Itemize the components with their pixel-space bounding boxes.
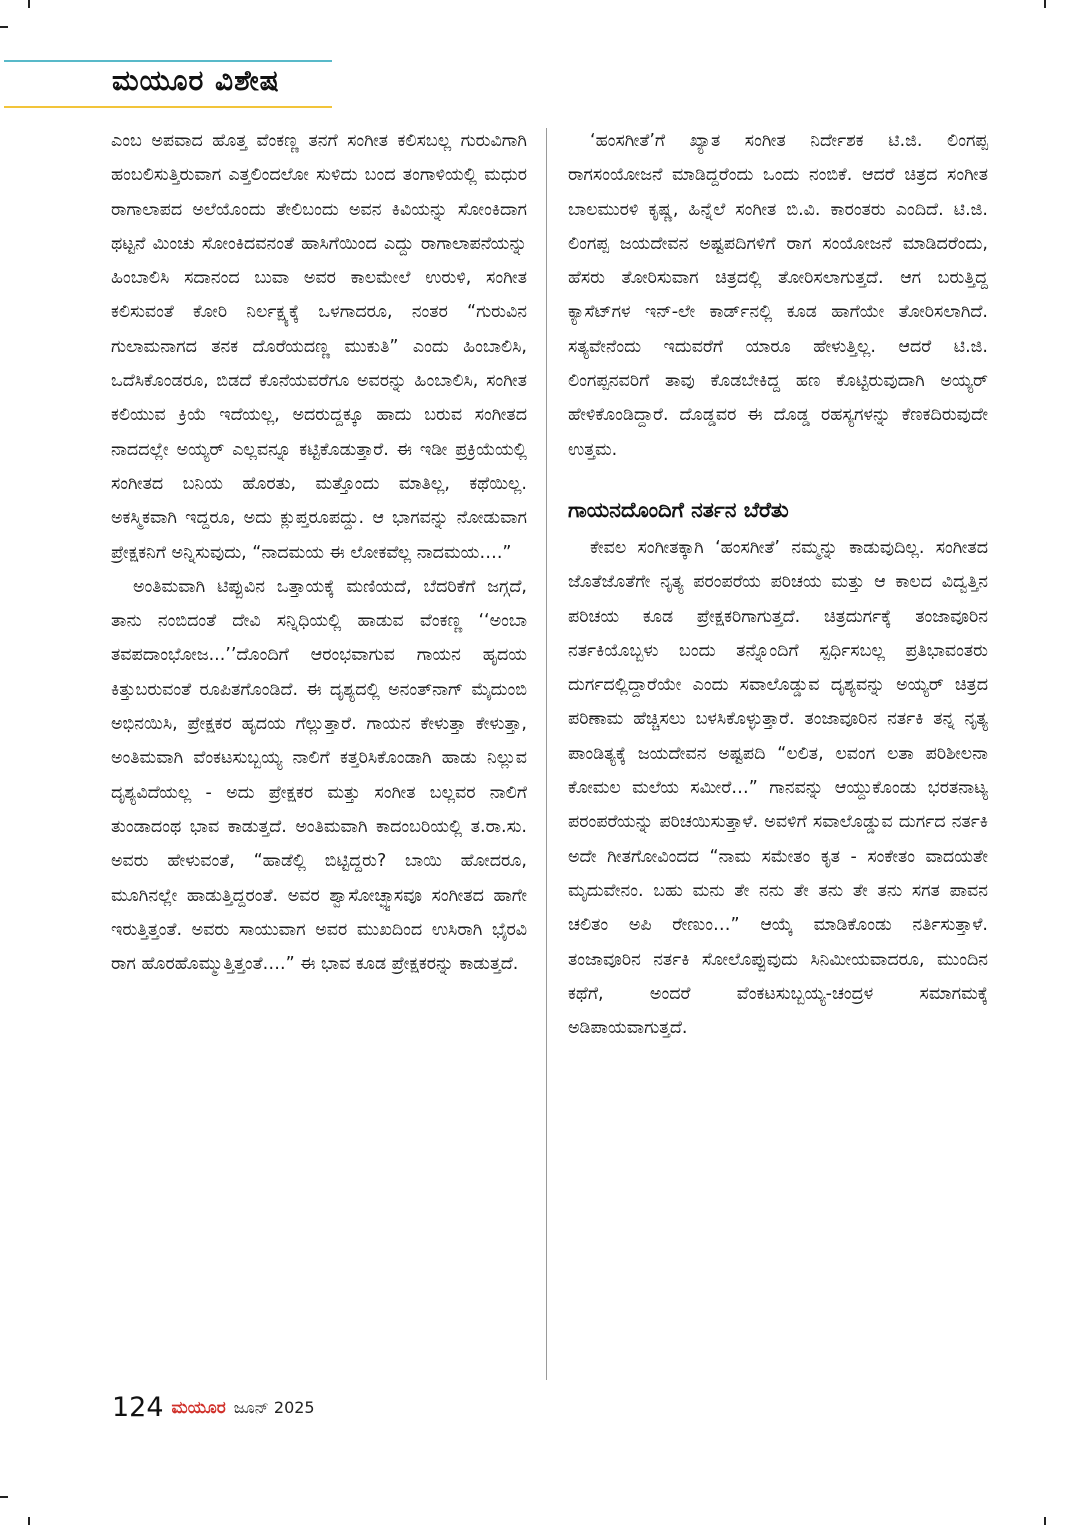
crop-mark	[28, 1517, 30, 1525]
paragraph: ‘ಹಂಸಗೀತೆ’ಗೆ ಖ್ಯಾತ ಸಂಗೀತ ನಿರ್ದೇಶಕ ಟಿ.ಜಿ. ಲಿಂಗಪ್ಪ ರಾಗಸಂಯೋಜನೆ ಮಾಡಿದ್ದರೆಂದು ಒಂದು ನಂಬಿಕೆ. ಆದರೆ ಚಿತ್ರದ ಸಂಗೀತ ಬಾಲಮುರಳಿ ಕೃಷ್ಣ, ಹಿನ್ನೆಲೆ ಸಂಗೀತ ಬಿ.ವಿ. ಕಾರಂತರು ಎಂದಿದೆ. ಟಿ.ಜಿ. ಲಿಂಗಪ್ಪ ಜಯದೇವನ ಅಷ್ಟಪದಿಗಳಿಗೆ ರಾಗ ಸಂಯೋಜನೆ ಮಾಡಿದರೆಂದು, ಹೆಸರು ತೋರಿಸುವಾಗ ಚಿತ್ರದಲ್ಲಿ ತೋರಿಸಲಾಗುತ್ತದೆ. ಆಗ ಬರುತ್ತಿದ್ದ ಕ್ಯಾಸೆಟ್‌ಗಳ ಇನ್-ಲೇ ಕಾರ್ಡ್‌ನಲ್ಲಿ ಕೂಡ ಹಾಗೆಯೇ ತೋರಿಸಲಾಗಿದೆ. ಸತ್ಯವೇನೆಂದು ಇದುವರೆಗೆ ಯಾರೂ ಹೇಳುತ್ತಿಲ್ಲ. ಆದರೆ ಟಿ.ಜಿ. ಲಿಂಗಪ್ಪನವರಿಗೆ ತಾವು ಕೊಡಬೇಕಿದ್ದ ಹಣ ಕೊಟ್ಟಿರುವುದಾಗಿ ಅಯ್ಯರ್ ಹೇಳಿಕೊಂಡಿದ್ದಾರೆ. ದೊಡ್ಡವರ ಈ ದೊಡ್ಡ ರಹಸ್ಯಗಳನ್ನು ಕೆಣಕದಿರುವುದೇ ಉತ್ತಮ.	[568, 131, 988, 460]
paragraph: ಎಂಬ ಅಪವಾದ ಹೊತ್ತ ವೆಂಕಣ್ಣ ತನಗೆ ಸಂಗೀತ ಕಲಿಸಬಲ್ಲ ಗುರುವಿಗಾಗಿ ಹಂಬಲಿಸುತ್ತಿರುವಾಗ ಎತ್ತಲಿಂದಲೋ ಸುಳಿದು ಬಂದ ತಂಗಾಳಿಯಲ್ಲಿ ಮಧುರ ರಾಗಾಲಾಪದ ಅಲೆಯೊಂದು ತೇಲಿಬಂದು ಅವನ ಕಿವಿಯನ್ನು ಸೋಂಕಿದಾಗ ಥಟ್ಟನೆ ಮಿಂಚು ಸೋಂಕಿದವನಂತೆ ಹಾಸಿಗೆಯಿಂದ ಎದ್ದು ರಾಗಾಲಾಪನೆಯನ್ನು ಹಿಂಬಾಲಿಸಿ ಸದಾನಂದ ಬುವಾ ಅವರ ಕಾಲಮೇಲೆ ಉರುಳಿ, ಸಂಗೀತ ಕಲಿಸುವಂತೆ ಕೋರಿ ನಿರ್ಲಕ್ಷ್ಯಕ್ಕೆ ಒಳಗಾದರೂ, ನಂತರ “ಗುರುವಿನ ಗುಲಾಮನಾಗದ ತನಕ ದೊರೆಯದಣ್ಣ ಮುಕುತಿ” ಎಂದು ಹಿಂಬಾಲಿಸಿ, ಒದೆಸಿಕೊಂಡರೂ, ಬಿಡದೆ ಕೊನೆಯವರೆಗೂ ಅವರನ್ನು ಹಿಂಬಾಲಿಸಿ, ಸಂಗೀತ ಕಲಿಯುವ ಕ್ರಿಯೆ ಇದೆಯಲ್ಲ, ಅದರುದ್ದಕ್ಕೂ ಹಾದು ಬರುವ ಸಂಗೀತದ ನಾದದಲ್ಲೇ ಅಯ್ಯರ್ ಎಲ್ಲವನ್ನೂ ಕಟ್ಟಿಕೊಡುತ್ತಾರೆ. ಈ ಇಡೀ ಪ್ರಕ್ರಿಯೆಯಲ್ಲಿ ಸಂಗೀತದ ಬನಿಯ ಹೊರತು, ಮತ್ತೊಂದು ಮಾತಿಲ್ಲ, ಕಥೆಯಿಲ್ಲ. ಅಕಸ್ಮಿಕವಾಗಿ ಇದ್ದರೂ, ಅದು ಕ್ಲುಪ್ತರೂಪದ್ದು. ಆ ಭಾಗವನ್ನು ನೋಡುವಾಗ ಪ್ರೇಕ್ಷಕನಿಗೆ ಅನ್ನಿಸುವುದು, “ನಾದಮಯ ಈ ಲೋಕವೆಲ್ಲ ನಾದಮಯ….”	[111, 131, 527, 563]
header-top-rule	[4, 60, 332, 62]
header-bottom-rule	[4, 106, 332, 108]
crop-mark	[28, 0, 30, 8]
page-number: 124	[112, 1392, 164, 1423]
crop-mark	[0, 26, 8, 28]
magazine-logo: ಮಯೂರ	[171, 1397, 226, 1418]
crop-mark	[1044, 1517, 1046, 1525]
page-footer	[112, 1392, 315, 1423]
column-divider	[546, 128, 547, 1380]
crop-mark	[1044, 0, 1046, 8]
crop-mark	[0, 1496, 8, 1498]
subheading: ಗಾಯನದೊಂದಿಗೆ ನರ್ತನ ಬೆರೆತು	[568, 497, 789, 522]
paragraph: ಅಂತಿಮವಾಗಿ ಟಿಪ್ಪುವಿನ ಒತ್ತಾಯಕ್ಕೆ ಮಣಿಯದೆ, ಬೆದರಿಕೆಗೆ ಜಗ್ಗದೆ, ತಾನು ನಂಬಿದಂತೆ ದೇವಿ ಸನ್ನಿಧಿಯಲ್ಲಿ ಹಾಡುವ ವೆಂಕಣ್ಣ ‘‘ಅಂಬಾ ತವಪದಾಂಭೋಜ...’’ದೊಂದಿಗೆ ಆರಂಭವಾಗುವ ಗಾಯನ ಹೃದಯ ಕಿತ್ತುಬರುವಂತೆ ರೂಪಿತಗೊಂಡಿದೆ. ಈ ದೃಶ್ಯದಲ್ಲಿ ಅನಂತ್‌ನಾಗ್ ಮೈದುಂಬಿ ಅಭಿನಯಿಸಿ, ಪ್ರೇಕ್ಷಕರ ಹೃದಯ ಗೆಲ್ಲುತ್ತಾರೆ. ಗಾಯನ ಕೇಳುತ್ತಾ ಕೇಳುತ್ತಾ, ಅಂತಿಮವಾಗಿ ವೆಂಕಟಸುಬ್ಬಯ್ಯ ನಾಲಿಗೆ ಕತ್ತರಿಸಿಕೊಂಡಾಗಿ ಹಾಡು ನಿಲ್ಲುವ ದೃಶ್ಯವಿದೆಯಲ್ಲ - ಅದು ಪ್ರೇಕ್ಷಕರ ಮತ್ತು ಸಂಗೀತ ಬಲ್ಲವರ ನಾಲಿಗೆ ತುಂಡಾದಂಥ ಭಾವ ಕಾಡುತ್ತದೆ. ಅಂತಿಮವಾಗಿ ಕಾದಂಬರಿಯಲ್ಲಿ ತ.ರಾ.ಸು. ಅವರು ಹೇಳುವಂತೆ, “ಹಾಡೆಲ್ಲಿ ಬಿಟ್ಟಿದ್ದರು? ಬಾಯಿ ಹೋದರೂ, ಮೂಗಿನಲ್ಲೇ ಹಾಡುತ್ತಿದ್ದರಂತೆ. ಅವರ ಶ್ವಾಸೋಚ್ಛ್ವಾಸವೂ ಸಂಗೀತದ ಹಾಗೇ ಇರುತ್ತಿತ್ತಂತೆ. ಅವರು ಸಾಯುವಾಗ ಅವರ ಮುಖದಿಂದ ಉಸಿರಾಗಿ ಭೈರವಿ ರಾಗ ಹೊರಹೊಮ್ಮುತ್ತಿತ್ತಂತೆ….” ಈ ಭಾವ ಕೂಡ ಪ್ರೇಕ್ಷಕರನ್ನು ಕಾಡುತ್ತದೆ.	[111, 576, 527, 975]
article-column-left	[111, 124, 527, 981]
article-column-right	[568, 124, 988, 1045]
paragraph: ಕೇವಲ ಸಂಗೀತಕ್ಕಾಗಿ ‘ಹಂಸಗೀತೆ’ ನಮ್ಮನ್ನು ಕಾಡುವುದಿಲ್ಲ. ಸಂಗೀತದ ಜೊತೆಜೊತೆಗೇ ನೃತ್ಯ ಪರಂಪರೆಯ ಪರಿಚಯ ಮತ್ತು ಆ ಕಾಲದ ವಿದ್ವತ್ತಿನ ಪರಿಚಯ ಕೂಡ ಪ್ರೇಕ್ಷಕರಿಗಾಗುತ್ತದೆ. ಚಿತ್ರದುರ್ಗಕ್ಕೆ ತಂಜಾವೂರಿನ ನರ್ತಕಿಯೊಬ್ಬಳು ಬಂದು ತನ್ನೊಂದಿಗೆ ಸ್ಪರ್ಧಿಸಬಲ್ಲ ಪ್ರತಿಭಾವಂತರು ದುರ್ಗದಲ್ಲಿದ್ದಾರೆಯೇ ಎಂದು ಸವಾಲೊಡ್ಡುವ ದೃಶ್ಯವನ್ನು ಅಯ್ಯರ್ ಚಿತ್ರದ ಪರಿಣಾಮ ಹೆಚ್ಚಿಸಲು ಬಳಸಿಕೊಳ್ಳುತ್ತಾರೆ. ತಂಜಾವೂರಿನ ನರ್ತಕಿ ತನ್ನ ನೃತ್ಯ ಪಾಂಡಿತ್ಯಕ್ಕೆ ಜಯದೇವನ ಅಷ್ಟಪದಿ “ಲಲಿತ, ಲವಂಗ ಲತಾ ಪರಿಶೀಲನಾ ಕೋಮಲ ಮಲೆಯ ಸಮೀರೆ…” ಗಾನವನ್ನು ಆಯ್ದುಕೊಂಡು ಭರತನಾಟ್ಯ ಪರಂಪರೆಯನ್ನು ಪರಿಚಯಿಸುತ್ತಾಳೆ. ಅವಳಿಗೆ ಸವಾಲೊಡ್ಡುವ ದುರ್ಗದ ನರ್ತಕಿ ಅದೇ ಗೀತಗೋವಿಂದದ “ನಾಮ ಸಮೇತಂ ಕೃತ - ಸಂಕೇತಂ ವಾದಯತೇ ಮೃದುವೇನಂ. ಬಹು ಮನು ತೇ ನನು ತೇ ತನು ತೇ ತನು ಸಗತ ಪಾವನ ಚಲಿತಂ ಅಪಿ ರೇಣುಂ…” ಆಯ್ಕೆ ಮಾಡಿಕೊಂಡು ನರ್ತಿಸುತ್ತಾಳೆ. ತಂಜಾವೂರಿನ ನರ್ತಕಿ ಸೋಲೊಪ್ಪುವುದು ಸಿನಿಮೀಯವಾದರೂ, ಮುಂದಿನ ಕಥೆಗೆ, ಅಂದರೆ ವೆಂಕಟಸುಬ್ಬಯ್ಯ-ಚಂದ್ರಳ ಸಮಾಗಮಕ್ಕೆ ಅಡಿಪಾಯವಾಗುತ್ತದೆ.	[568, 537, 988, 1039]
issue-date: ಜೂನ್ 2025	[233, 1397, 315, 1417]
section-title: ಮಯೂರ ವಿಶೇಷ	[112, 64, 280, 97]
